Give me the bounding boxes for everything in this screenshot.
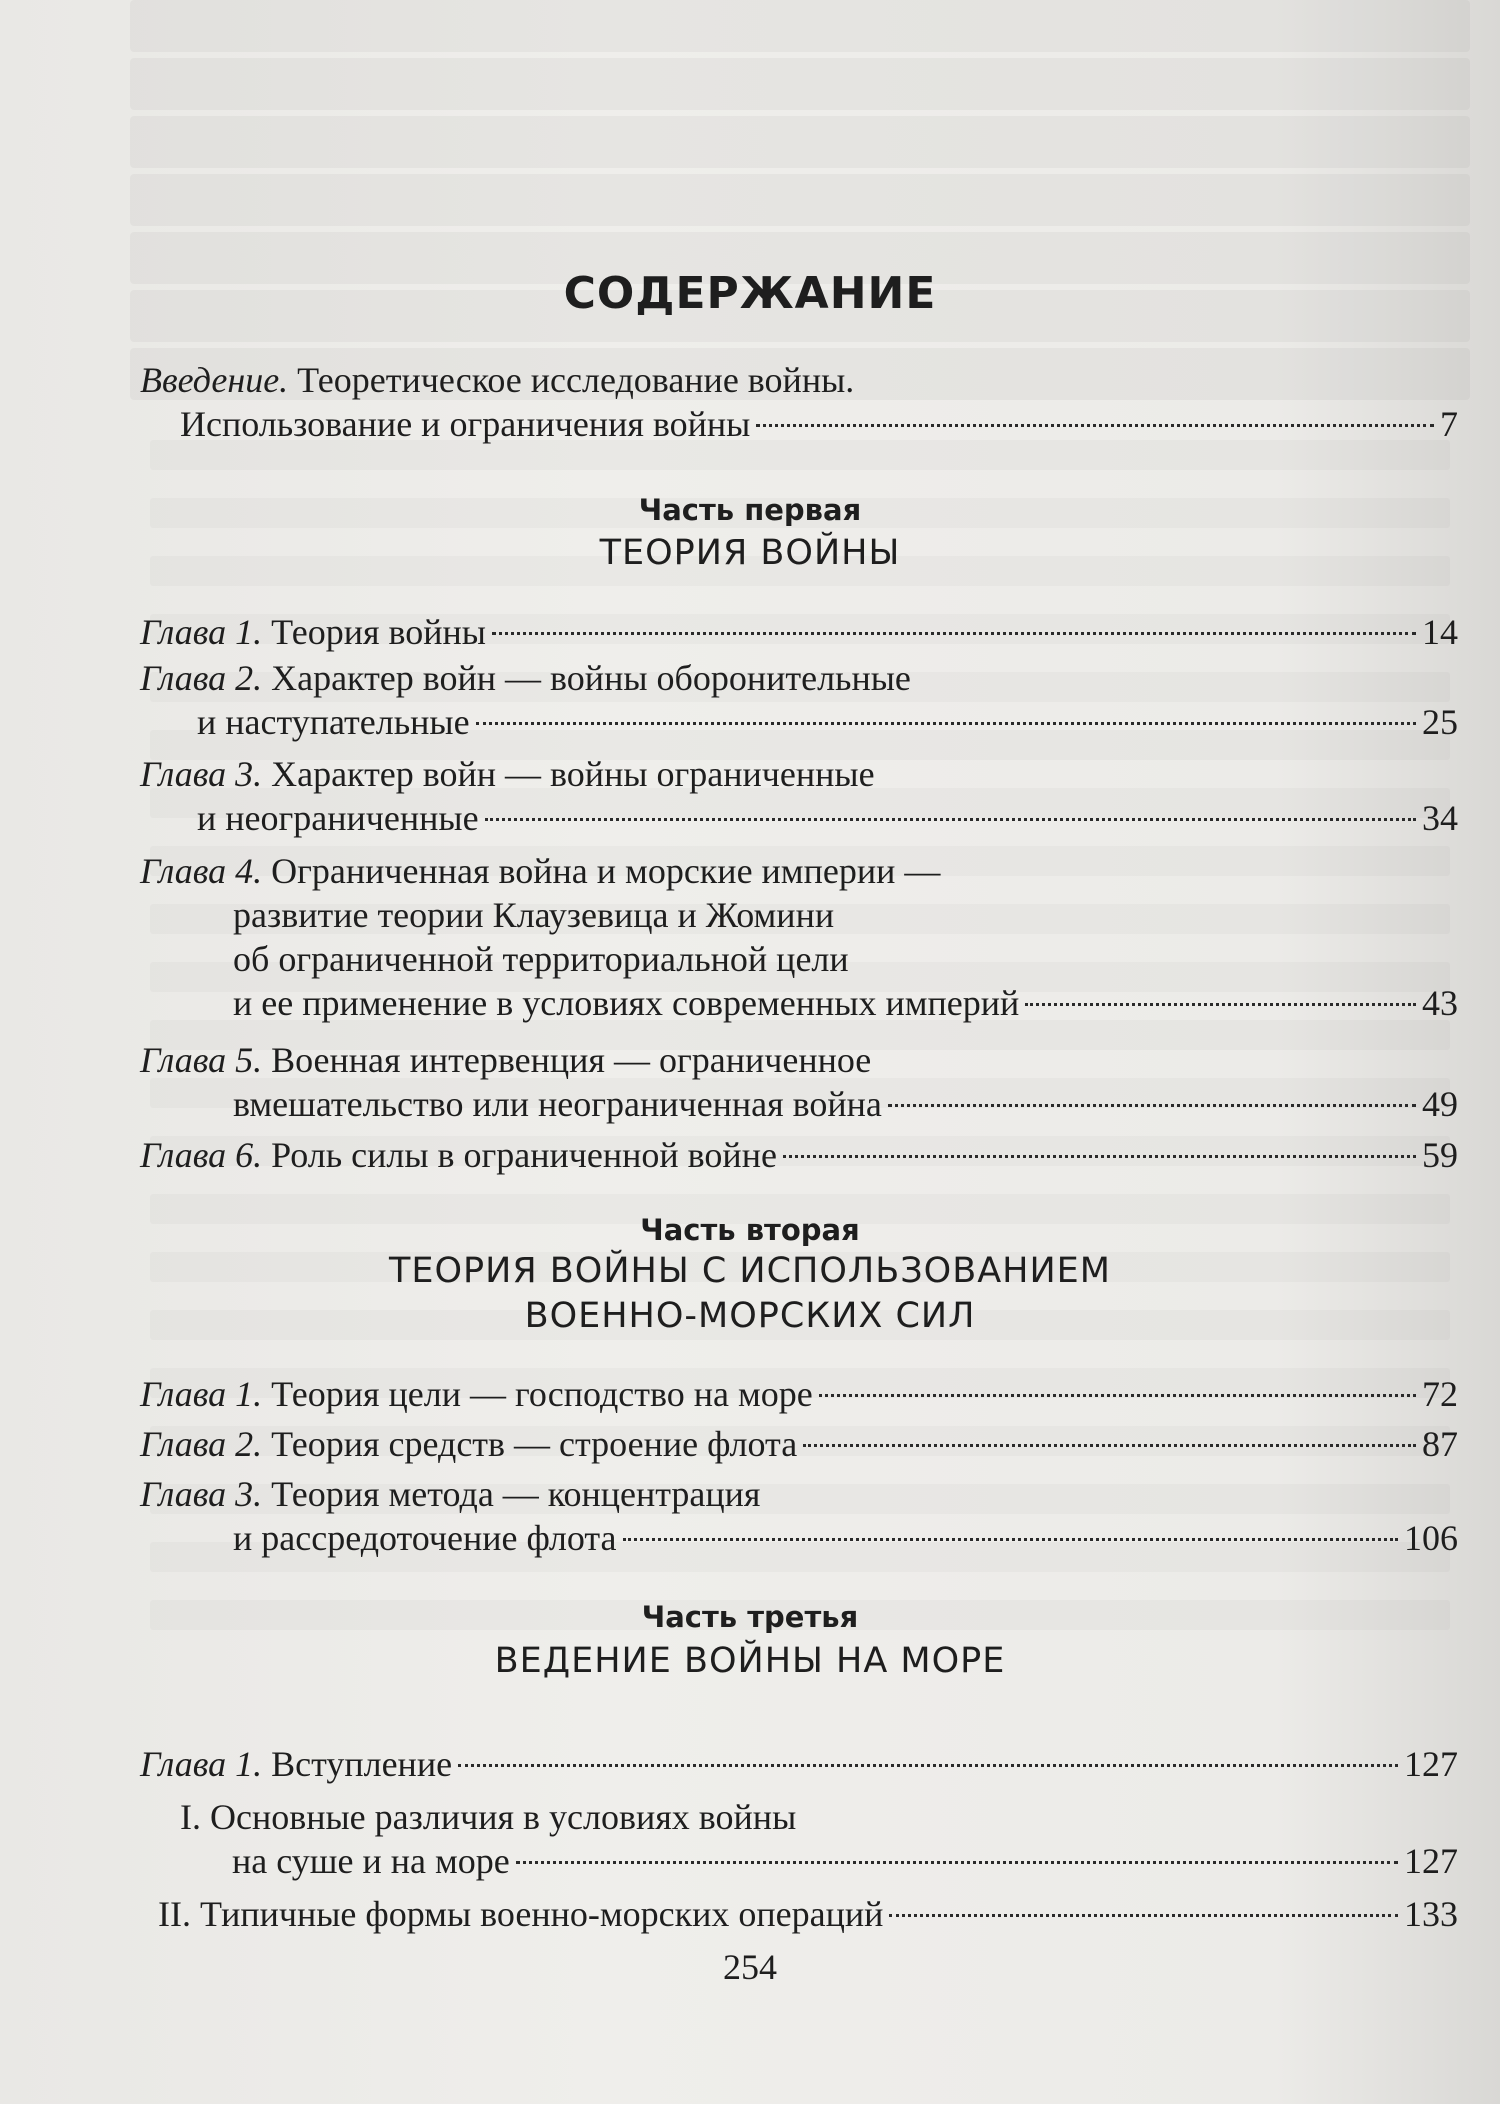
part-2-label: Часть вторая bbox=[640, 1213, 860, 1247]
page-ref: 49 bbox=[1422, 1084, 1458, 1124]
part-1-label: Часть первая bbox=[638, 493, 862, 527]
toc-entry-part2-ch3 bbox=[140, 1472, 1458, 1560]
page-ref: 127 bbox=[1404, 1841, 1458, 1881]
chapter-label: Глава bbox=[140, 658, 227, 698]
toc-entry-part1-ch5 bbox=[140, 1038, 1458, 1126]
dot-leader bbox=[803, 1444, 1416, 1447]
toc-section-1 bbox=[140, 1795, 1458, 1883]
dot-leader bbox=[476, 722, 1416, 725]
dot-leader bbox=[889, 1914, 1398, 1917]
chapter-number: 3. bbox=[235, 754, 263, 794]
page-ref: 43 bbox=[1422, 983, 1458, 1023]
part-2-title-line-1: ТЕОРИЯ ВОЙНЫ С ИСПОЛЬЗОВАНИЕМ bbox=[389, 1251, 1111, 1291]
chapter-number: 1. bbox=[235, 1744, 263, 1784]
dot-leader bbox=[783, 1155, 1416, 1158]
chapter-number: 2. bbox=[235, 1424, 263, 1464]
part-2-title-line-2: ВОЕННО-МОРСКИХ СИЛ bbox=[524, 1296, 976, 1336]
toc-entry-part1-ch2 bbox=[140, 656, 1458, 744]
section-title: I. Основные различия в условиях войны bbox=[180, 1797, 797, 1837]
dot-leader bbox=[819, 1394, 1416, 1397]
chapter-title-cont: об ограниченной территориальной цели bbox=[233, 939, 849, 979]
page-ref: 7 bbox=[1440, 404, 1458, 444]
chapter-title-cont: и рассредоточение флота bbox=[233, 1518, 617, 1558]
chapter-label: Глава bbox=[140, 754, 227, 794]
dot-leader bbox=[1025, 1003, 1416, 1006]
chapter-label: Глава bbox=[140, 1374, 227, 1414]
page-ref: 72 bbox=[1422, 1374, 1458, 1414]
chapter-title: Теория метода — концентрация bbox=[271, 1474, 761, 1514]
page-ref: 59 bbox=[1422, 1135, 1458, 1175]
bleed-through-text bbox=[130, 0, 1470, 420]
page-ref: 106 bbox=[1404, 1518, 1458, 1558]
chapter-label: Глава bbox=[140, 1474, 227, 1514]
chapter-number: 2. bbox=[235, 658, 263, 698]
toc-entry-intro bbox=[140, 358, 1458, 446]
page-ref: 25 bbox=[1422, 702, 1458, 742]
chapter-title: Вступление bbox=[271, 1744, 453, 1784]
chapter-label: Глава bbox=[140, 1040, 227, 1080]
chapter-number: 4. bbox=[235, 851, 263, 891]
toc-section-2 bbox=[140, 1892, 1458, 1936]
chapter-number: 6. bbox=[235, 1135, 263, 1175]
chapter-number: 3. bbox=[235, 1474, 263, 1514]
chapter-title: Теория средств — строение флота bbox=[271, 1424, 798, 1464]
toc-entry-part1-ch6 bbox=[140, 1133, 1458, 1177]
toc-entry-part1-ch3 bbox=[140, 752, 1458, 840]
chapter-label: Глава bbox=[140, 1744, 227, 1784]
page-ref: 133 bbox=[1404, 1894, 1458, 1934]
toc-entry-part2-ch2 bbox=[140, 1422, 1458, 1466]
page-ref: 34 bbox=[1422, 798, 1458, 838]
toc-entry-part1-ch4 bbox=[140, 849, 1458, 1025]
page-number: 254 bbox=[723, 1947, 777, 1987]
intro-label: Введение. bbox=[140, 360, 289, 400]
page-ref: 127 bbox=[1404, 1744, 1458, 1784]
dot-leader bbox=[756, 424, 1434, 427]
section-title: II. Типичные формы военно-морских операций bbox=[158, 1894, 884, 1934]
dot-leader bbox=[888, 1104, 1416, 1107]
intro-line-2: Использование и ограничения войны bbox=[180, 404, 751, 444]
chapter-title: Характер войн — войны ограниченные bbox=[271, 754, 875, 794]
dot-leader bbox=[623, 1538, 1398, 1541]
dot-leader bbox=[516, 1861, 1398, 1864]
chapter-title-cont: и ее применение в условиях современных империй bbox=[233, 983, 1020, 1023]
dot-leader bbox=[458, 1764, 1398, 1767]
chapter-number: 5. bbox=[235, 1040, 263, 1080]
chapter-title: Военная интервенция — ограниченное bbox=[271, 1040, 872, 1080]
dot-leader bbox=[485, 818, 1416, 821]
chapter-title-cont: вмешательство или неограниченная война bbox=[233, 1084, 882, 1124]
toc-entry-part2-ch1 bbox=[140, 1372, 1458, 1416]
part-1-title: ТЕОРИЯ ВОЙНЫ bbox=[599, 533, 901, 573]
toc-entry-part1-ch1 bbox=[140, 610, 1458, 654]
chapter-title: Теория войны bbox=[271, 612, 486, 652]
page-ref: 87 bbox=[1422, 1424, 1458, 1464]
toc-entry-part3-ch1 bbox=[140, 1742, 1458, 1786]
intro-line-1: Теоретическое исследование войны. bbox=[288, 360, 855, 400]
chapter-title: Ограниченная война и морские империи — bbox=[271, 851, 941, 891]
page-ref: 14 bbox=[1422, 612, 1458, 652]
part-3-title: ВЕДЕНИЕ ВОЙНЫ НА МОРЕ bbox=[494, 1641, 1006, 1681]
chapter-title: Теория цели — господство на море bbox=[271, 1374, 813, 1414]
chapter-title-cont: развитие теории Клаузевица и Жомини bbox=[233, 895, 835, 935]
part-3-label: Часть третья bbox=[641, 1600, 859, 1634]
chapter-label: Глава bbox=[140, 612, 227, 652]
dot-leader bbox=[492, 632, 1416, 635]
chapter-title-cont: и неограниченные bbox=[197, 798, 479, 838]
chapter-number: 1. bbox=[235, 612, 263, 652]
page-title: СОДЕРЖАНИЕ bbox=[563, 268, 937, 319]
chapter-label: Глава bbox=[140, 851, 227, 891]
section-title-cont: на суше и на море bbox=[232, 1841, 510, 1881]
chapter-label: Глава bbox=[140, 1424, 227, 1464]
chapter-number: 1. bbox=[235, 1374, 263, 1414]
chapter-title: Роль силы в ограниченной войне bbox=[271, 1135, 777, 1175]
chapter-title: Характер войн — войны оборонительные bbox=[271, 658, 911, 698]
chapter-title-cont: и наступательные bbox=[197, 702, 470, 742]
chapter-label: Глава bbox=[140, 1135, 227, 1175]
